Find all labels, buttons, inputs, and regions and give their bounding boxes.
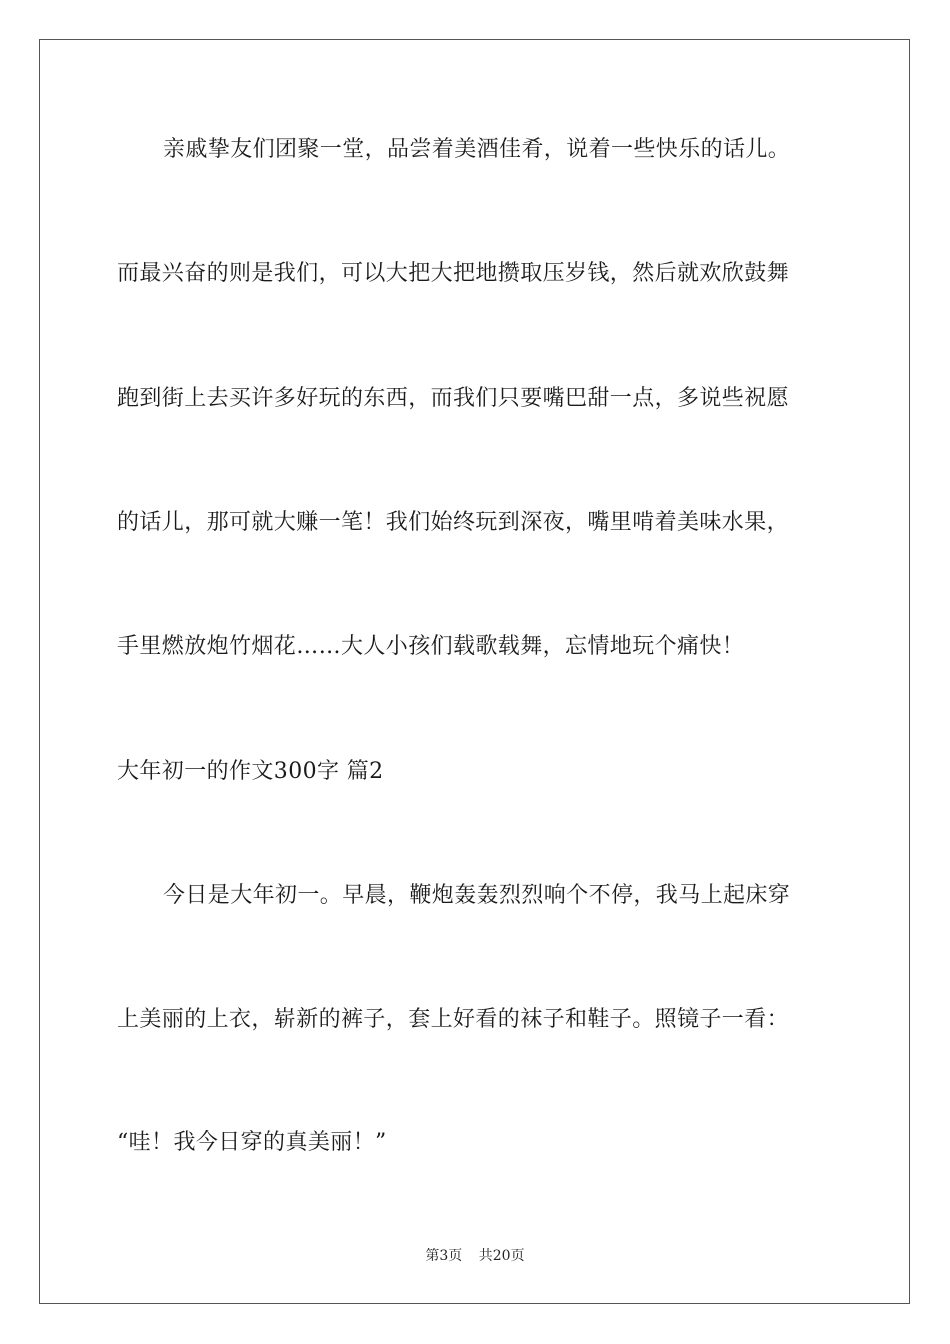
paragraph-line: “哇！我今日穿的真美丽！” [117,1130,387,1155]
page-border [39,39,910,1304]
section-heading: 大年初一的作文300字 篇2 [117,759,384,784]
page-total: 共20页 [478,1248,525,1264]
page-number: 第3页 [425,1248,463,1264]
paragraph-line: 的话儿，那可就大赚一笔！我们始终玩到深夜，嘴里啃着美味水果， [117,510,790,535]
paragraph-line: 上美丽的上衣，崭新的裤子，套上好看的袜子和鞋子。照镜子一看： [117,1007,790,1032]
paragraph-line: 跑到街上去买许多好玩的东西，而我们只要嘴巴甜一点，多说些祝愿 [117,386,790,411]
page-footer [0,1246,950,1266]
paragraph-line: 今日是大年初一。早晨，鞭炮轰轰烈烈响个不停，我马上起床穿 [163,883,791,908]
paragraph-line: 亲戚挚友们团聚一堂，品尝着美酒佳肴，说着一些快乐的话儿。 [163,137,791,162]
paragraph-line: 手里燃放炮竹烟花……大人小孩们载歌载舞，忘情地玩个痛快！ [117,634,745,659]
paragraph-line: 而最兴奋的则是我们，可以大把大把地攒取压岁钱，然后就欢欣鼓舞 [117,261,790,286]
